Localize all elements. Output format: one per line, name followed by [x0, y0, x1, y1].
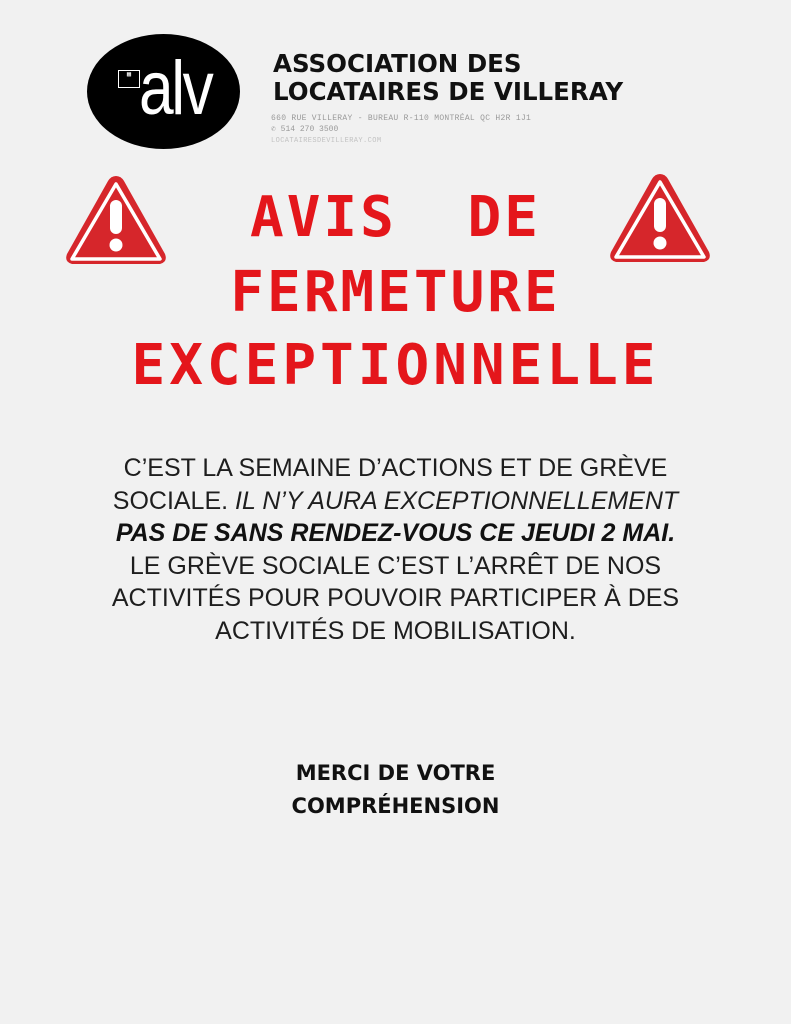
logo-letters: alv	[139, 46, 212, 131]
body-line2-italic: IL N’Y AURA EXCEPTIONNELLEMENT	[235, 486, 679, 515]
body-line2-regular: SOCIALE.	[112, 486, 236, 515]
org-phone-number: 514 270 3500	[280, 125, 339, 134]
org-address: 660 RUE VILLERAY - BUREAU R-110 MONTRÉAL QC H2R 1J1	[271, 114, 532, 123]
body-line6: ACTIVITÉS DE MOBILISATION.	[215, 616, 576, 645]
body-line2	[60, 485, 731, 518]
closing-line1: MERCI DE VOTRE	[295, 761, 496, 785]
body-line4: LE GRÈVE SOCIALE C’EST L’ARRÊT DE NOS	[129, 551, 662, 580]
notice-title-line2: FERMETURE	[230, 260, 561, 325]
logo-mark-icon: ▦	[118, 70, 140, 88]
notice-title-line1: AVIS DE	[249, 185, 541, 250]
org-phone	[271, 125, 338, 135]
org-name-line1: ASSOCIATION DES	[273, 49, 522, 78]
notice-body	[60, 452, 731, 647]
closing-message	[0, 757, 791, 823]
closing-line2: COMPRÉHENSION	[291, 794, 500, 818]
org-name-line2: LOCATAIRES DE VILLERAY	[273, 77, 624, 106]
phone-icon: ✆	[271, 125, 276, 134]
org-website: LOCATAIRESDEVILLERAY.COM	[271, 137, 382, 145]
body-line3-emphasis: PAS DE SANS RENDEZ-VOUS CE JEUDI 2 MAI.	[115, 519, 676, 547]
notice-title-line3: EXCEPTIONNELLE	[131, 333, 660, 398]
body-line1: C’EST LA SEMAINE D’ACTIONS ET DE GRÈVE	[123, 454, 668, 482]
alv-logo	[87, 34, 240, 149]
body-line5: ACTIVITÉS POUR POUVOIR PARTICIPER À DES	[111, 584, 680, 612]
org-name	[273, 50, 724, 106]
